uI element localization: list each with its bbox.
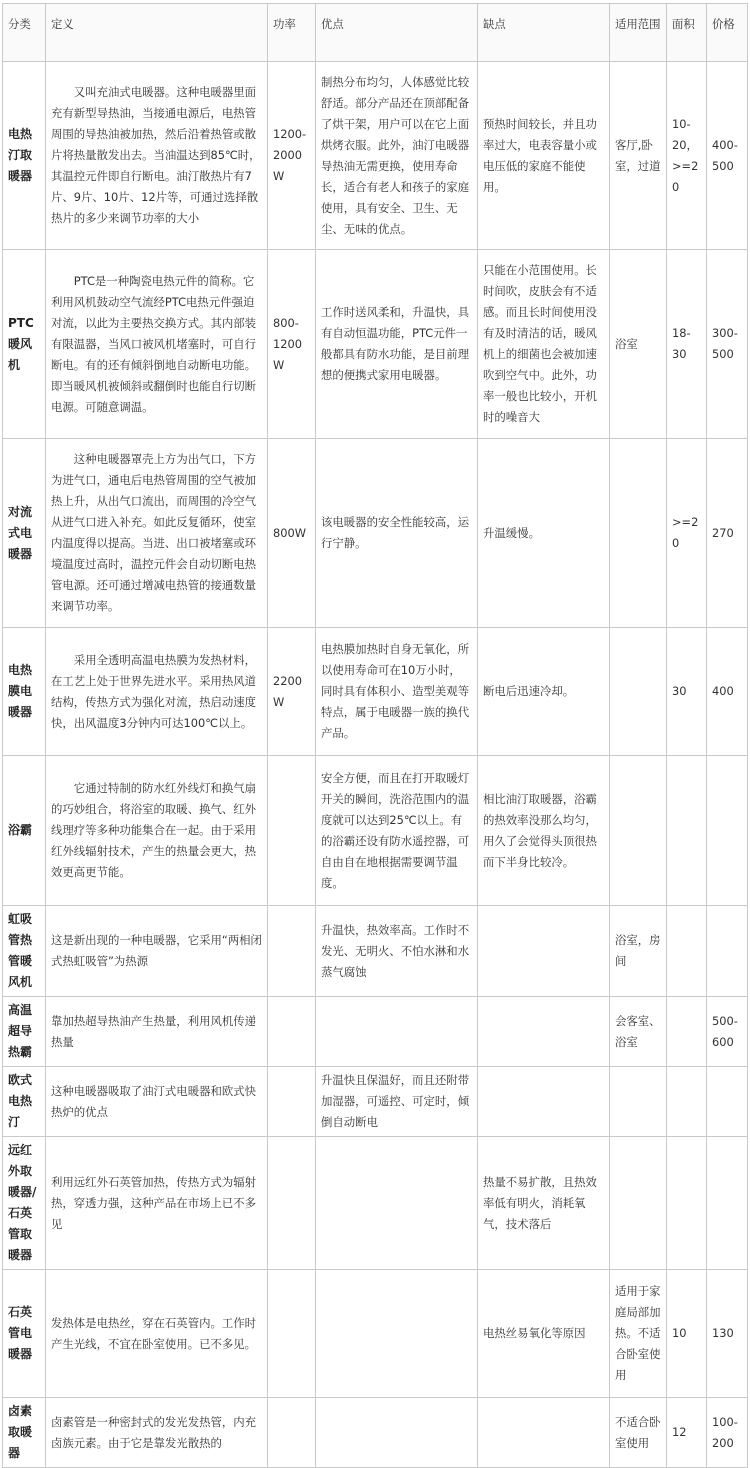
cell-pros: [316, 1270, 478, 1398]
cell-category: 虹吸管热管暖风机: [3, 906, 46, 997]
cell-power: [268, 906, 316, 997]
cell-area: 18-30: [667, 250, 707, 439]
cell-power: 2200W: [268, 628, 316, 756]
cell-power: [268, 1270, 316, 1398]
cell-price: 300-500: [707, 250, 748, 439]
cell-category: 对流式电暖器: [3, 439, 46, 628]
cell-cons: 预热时间较长，并且功率过大，电表容量小或电压低的家庭不能使用。: [478, 62, 610, 250]
cell-category: 远红外取暖器/石英管取暖器: [3, 1137, 46, 1270]
cell-price: [707, 906, 748, 997]
cell-definition: 利用远红外石英管加热，传热方式为辐射热，穿透力强，这种产品在市场上已不多见: [46, 1137, 268, 1270]
cell-power: [268, 997, 316, 1067]
cell-definition: 发热体是电热丝，穿在石英管内。工作时产生光线，不宜在卧室使用。已不多见。: [46, 1270, 268, 1398]
cell-category: 电热膜电暖器: [3, 628, 46, 756]
cell-power: [268, 1067, 316, 1137]
cell-area: 30: [667, 628, 707, 756]
header-area: 面积: [667, 4, 707, 62]
cell-category: 石英管电暖器: [3, 1270, 46, 1398]
cell-scope: 适用于家庭局部加热。不适合卧室使用: [610, 1270, 667, 1398]
cell-price: 400-500: [707, 62, 748, 250]
cell-scope: 会客室、浴室: [610, 997, 667, 1067]
cell-pros: 升温快，热效率高。工作时不发光、无明火、不怕水淋和水蒸气腐蚀: [316, 906, 478, 997]
cell-scope: [610, 1137, 667, 1270]
cell-pros: [316, 1398, 478, 1468]
cell-price: [707, 756, 748, 906]
table-row: [3, 1137, 748, 1270]
cell-power: 800-1200W: [268, 250, 316, 439]
cell-power: 800W: [268, 439, 316, 628]
table-header-row: [3, 4, 748, 62]
cell-cons: [478, 1398, 610, 1468]
header-category: 分类: [3, 4, 46, 62]
cell-cons: 只能在小范围使用。长时间吹，皮肤会有不适感。而且长时间使用没有及时清洁的话，暖风机上的细菌也会被加速吹到空气中。此外，功率一般也比较小，开机时的噪音大: [478, 250, 610, 439]
cell-price: 400: [707, 628, 748, 756]
cell-price: 500-600: [707, 997, 748, 1067]
cell-scope: [610, 439, 667, 628]
table-row: [3, 628, 748, 756]
cell-power: 1200-2000W: [268, 62, 316, 250]
table-row: [3, 1398, 748, 1468]
table-row: [3, 1270, 748, 1398]
table-row: [3, 756, 748, 906]
cell-category: 高温超导热霸: [3, 997, 46, 1067]
cell-area: 12: [667, 1398, 707, 1468]
cell-scope: 浴室: [610, 250, 667, 439]
cell-category: 浴霸: [3, 756, 46, 906]
cell-cons: [478, 1067, 610, 1137]
cell-pros: [316, 997, 478, 1067]
cell-category: PTC暖风机: [3, 250, 46, 439]
cell-category: 欧式电热汀: [3, 1067, 46, 1137]
cell-cons: 相比油汀取暖器，浴霸的热效率没那么均匀，用久了会觉得头顶很热而下半身比较冷。: [478, 756, 610, 906]
cell-definition: 又叫充油式电暖器。这种电暖器里面充有新型导热油，当接通电源后，电热管周围的导热油被加热，然后沿着热管或散片将热量散发出去。当油温达到85℃时，其温控元件即自行断电。油汀散热片有7片、9片、10片、12片等，可通过选择散热片的多少来调节功率的大小: [46, 62, 268, 250]
cell-cons: 电热丝易氧化等原因: [478, 1270, 610, 1398]
cell-cons: 断电后迅速冷却。: [478, 628, 610, 756]
cell-definition: 这种电暖器吸取了油汀式电暖器和欧式快热炉的优点: [46, 1067, 268, 1137]
cell-definition: 靠加热超导热油产生热量，利用风机传递热量: [46, 997, 268, 1067]
comparison-table-wrapper: [2, 3, 747, 1468]
cell-category: 卤素取暖器: [3, 1398, 46, 1468]
heater-comparison-table: [2, 3, 748, 1468]
cell-area: [667, 997, 707, 1067]
cell-area: [667, 906, 707, 997]
cell-price: [707, 1137, 748, 1270]
cell-power: [268, 756, 316, 906]
table-row: [3, 62, 748, 250]
header-definition: 定义: [46, 4, 268, 62]
header-scope: 适用范围: [610, 4, 667, 62]
cell-cons: [478, 906, 610, 997]
cell-definition: 这是新出现的一种电暖器，它采用“两相闭式热虹吸管”为热源: [46, 906, 268, 997]
cell-definition: 采用全透明高温电热膜为发热材料，在工艺上处于世界先进水平。采用热风道结构，传热方式为强化对流，热启动速度快，出风温度3分钟内可达100℃以上。: [46, 628, 268, 756]
cell-power: [268, 1398, 316, 1468]
header-cons: 缺点: [478, 4, 610, 62]
table-row: [3, 906, 748, 997]
cell-area: 10-20，>=20: [667, 62, 707, 250]
cell-scope: 不适合卧室使用: [610, 1398, 667, 1468]
cell-pros: 工作时送风柔和，升温快，具有自动恒温功能，PTC元件一般都具有防水功能，是目前理想的便携式家用电暖器。: [316, 250, 478, 439]
cell-definition: 它通过特制的防水红外线灯和换气扇的巧妙组合，将浴室的取暖、换气、红外线理疗等多种功能集合在一起。由于采用红外线辐射技术，产生的热量会更大，热效更高更节能。: [46, 756, 268, 906]
cell-scope: [610, 1067, 667, 1137]
cell-cons: 升温缓慢。: [478, 439, 610, 628]
cell-definition: 卤素管是一种密封式的发光发热管，内充卤族元素。由于它是靠发光散热的: [46, 1398, 268, 1468]
header-pros: 优点: [316, 4, 478, 62]
cell-cons: 热量不易扩散，且热效率低有明火，消耗氧气，技术落后: [478, 1137, 610, 1270]
cell-pros: 该电暖器的安全性能较高，运行宁静。: [316, 439, 478, 628]
table-row: [3, 250, 748, 439]
cell-scope: 浴室，房间: [610, 906, 667, 997]
cell-price: 270: [707, 439, 748, 628]
cell-area: [667, 756, 707, 906]
table-row: [3, 1067, 748, 1137]
cell-pros: 电热膜加热时自身无氧化，所以使用寿命可在10万小时，同时具有体积小、造型美观等特点，属于电暖器一族的换代产品。: [316, 628, 478, 756]
cell-scope: 客厅,卧室，过道: [610, 62, 667, 250]
cell-definition: 这种电暖器罩壳上方为出气口，下方为进气口，通电后电热管周围的空气被加热上升，从出气口流出，而周围的冷空气从进气口进入补充。如此反复循环，使室内温度得以提高。当进、出口被堵塞或环境温度过高时，温控元件会自动切断电热管电源。还可通过增减电热管的接通数量来调节功率。: [46, 439, 268, 628]
cell-scope: [610, 628, 667, 756]
header-price: 价格: [707, 4, 748, 62]
cell-category: 电热汀取暖器: [3, 62, 46, 250]
cell-scope: [610, 756, 667, 906]
cell-area: >=20: [667, 439, 707, 628]
cell-price: [707, 1067, 748, 1137]
cell-area: [667, 1067, 707, 1137]
header-power: 功率: [268, 4, 316, 62]
cell-pros: 安全方便，而且在打开取暖灯开关的瞬间，洗浴范围内的温度就可以达到25℃以上。有的浴霸还设有防水遥控器，可自由自在地根据需要调节温度。: [316, 756, 478, 906]
cell-power: [268, 1137, 316, 1270]
cell-pros: [316, 1137, 478, 1270]
cell-definition: PTC是一种陶瓷电热元件的简称。它利用风机鼓动空气流经PTC电热元件强迫对流，以此为主要热交换方式。其内部装有限温器，当风口被风机堵塞时，可自行断电。有的还有倾斜倒地自动断电功能。即当暖风机被倾斜或翻倒时也能自行切断电源。可随意调温。: [46, 250, 268, 439]
cell-price: 100-200: [707, 1398, 748, 1468]
table-row: [3, 439, 748, 628]
cell-pros: 升温快且保温好，而且还附带加湿器，可遥控、可定时，倾倒自动断电: [316, 1067, 478, 1137]
cell-area: [667, 1137, 707, 1270]
cell-cons: [478, 997, 610, 1067]
cell-area: 10: [667, 1270, 707, 1398]
table-row: [3, 997, 748, 1067]
cell-pros: 制热分布均匀，人体感觉比较舒适。部分产品还在顶部配备了烘干架，用户可以在它上面烘烤衣服。此外，油汀电暖器导热油无需更换，使用寿命长，适合有老人和孩子的家庭使用，具有安全、卫生、无尘、无味的优点。: [316, 62, 478, 250]
cell-price: 130: [707, 1270, 748, 1398]
